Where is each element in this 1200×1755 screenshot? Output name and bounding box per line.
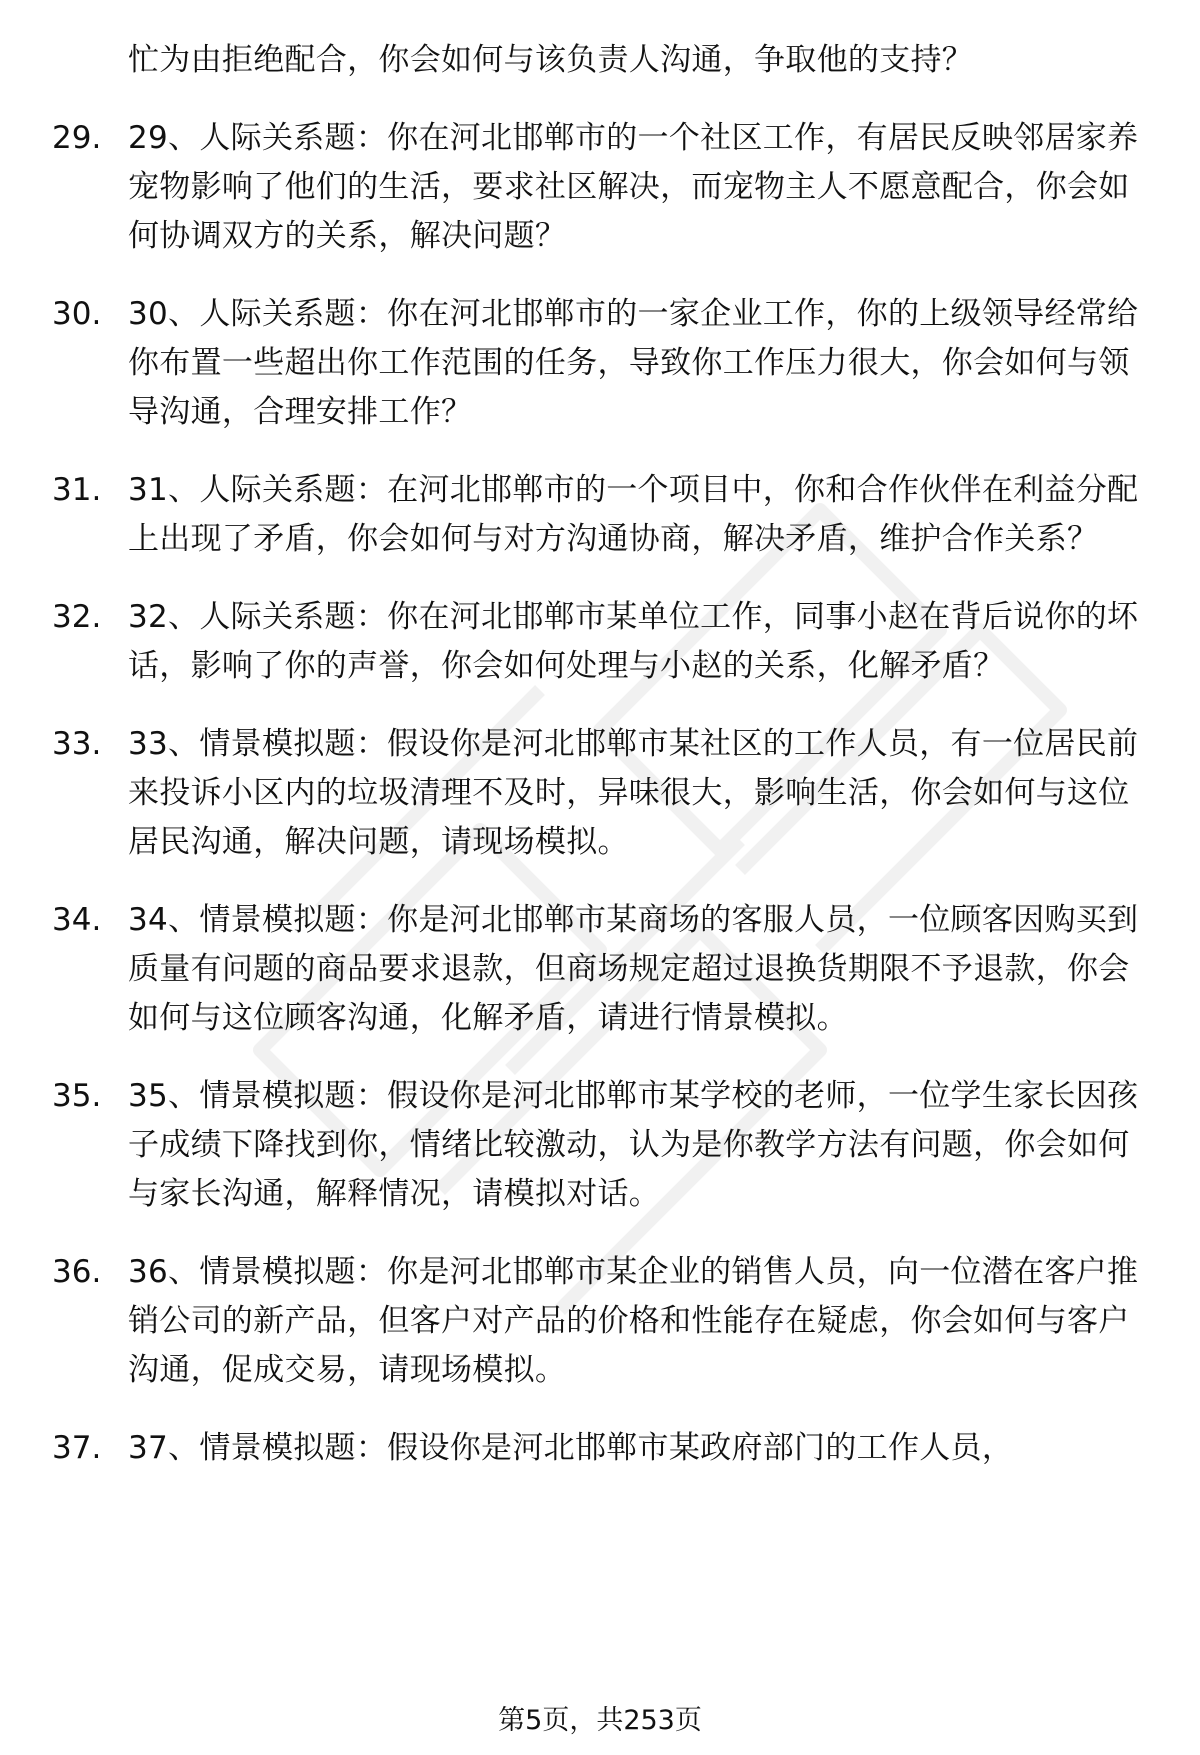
list-item (52, 593, 1152, 691)
list-item (52, 720, 1152, 867)
item-text: 29、人际关系题：你在河北邯郸市的一个社区工作，有居民反映邻居家养宠物影响了他们的生活，要求社区解决，而宠物主人不愿意配合，你会如何协调双方的关系，解决问题？ (128, 120, 1139, 254)
list-item (52, 290, 1152, 437)
item-text: 34、情景模拟题：你是河北邯郸市某商场的客服人员，一位顾客因购买到质量有问题的商品要求退款，但商场规定超过退换货期限不予退款，你会如何与这位顾客沟通，化解矛盾，请进行情景模拟。 (128, 902, 1139, 1036)
item-number: 32. (52, 599, 102, 635)
continuation-text: 忙为由拒绝配合，你会如何与该负责人沟通，争取他的支持？ (128, 42, 974, 78)
list-item (52, 896, 1152, 1043)
question-list (52, 36, 1152, 1502)
list-item (52, 1424, 1152, 1473)
list-item (52, 466, 1152, 564)
item-text: 31、人际关系题：在河北邯郸市的一个项目中，你和合作伙伴在利益分配上出现了矛盾，你会如何与对方沟通协商，解决矛盾，维护合作关系？ (128, 472, 1139, 557)
item-number: 34. (52, 902, 102, 938)
list-item (52, 1248, 1152, 1395)
item-number: 30. (52, 296, 102, 332)
item-number: 35. (52, 1078, 102, 1114)
item-number: 36. (52, 1254, 102, 1290)
item-text: 36、情景模拟题：你是河北邯郸市某企业的销售人员，向一位潜在客户推销公司的新产品，但客户对产品的价格和性能存在疑虑，你会如何与客户沟通，促成交易，请现场模拟。 (128, 1254, 1139, 1388)
item-number: 29. (52, 120, 102, 156)
item-text: 32、人际关系题：你在河北邯郸市某单位工作，同事小赵在背后说你的坏话，影响了你的声誉，你会如何处理与小赵的关系，化解矛盾？ (128, 599, 1139, 684)
item-text: 33、情景模拟题：假设你是河北邯郸市某社区的工作人员，有一位居民前来投诉小区内的垃圾清理不及时，异味很大，影响生活，你会如何与这位居民沟通，解决问题，请现场模拟。 (128, 726, 1139, 860)
item-number: 37. (52, 1430, 102, 1466)
page-footer: 第5页，共253页 (498, 1705, 702, 1736)
list-item (52, 1072, 1152, 1219)
item-number: 31. (52, 472, 102, 508)
item-text: 35、情景模拟题：假设你是河北邯郸市某学校的老师，一位学生家长因孩子成绩下降找到你，情绪比较激动，认为是你教学方法有问题，你会如何与家长沟通，解释情况，请模拟对话。 (128, 1078, 1139, 1212)
item-number: 33. (52, 726, 102, 762)
item-text: 30、人际关系题：你在河北邯郸市的一家企业工作，你的上级领导经常给你布置一些超出你工作范围的任务，导致你工作压力很大，你会如何与领导沟通，合理安排工作？ (128, 296, 1139, 430)
list-item (52, 114, 1152, 261)
item-text: 37、情景模拟题：假设你是河北邯郸市某政府部门的工作人员， (128, 1430, 1014, 1466)
